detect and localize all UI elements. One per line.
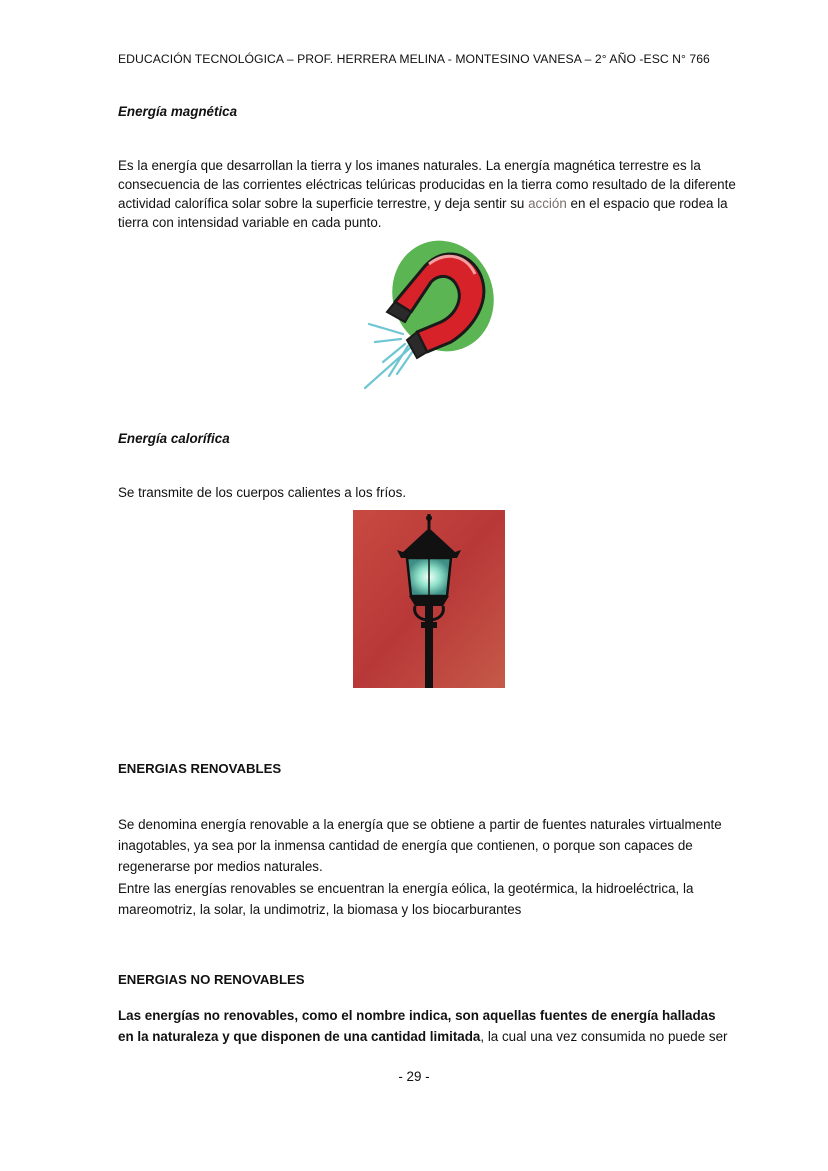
paragraph-magnetica-after: en el espacio que rodea la tierra con intensidad variable en cada punto. <box>118 196 728 230</box>
page-number: - 29 - <box>398 1069 430 1084</box>
paragraph-no-renovables-rest: , la cual una vez consumida no puede ser <box>480 1029 728 1044</box>
section-title-magnetica: Energía magnética <box>118 104 238 119</box>
street-lamp-icon <box>353 510 505 688</box>
section-title-calorifica: Energía calorífica <box>118 431 230 446</box>
page-header: EDUCACIÓN TECNOLÓGICA – PROF. HERRERA MELINA - MONTESINO VANESA – 2° AÑO -ESC N° 766 <box>118 52 710 66</box>
horseshoe-magnet-icon <box>355 236 505 396</box>
paragraph-magnetica <box>118 156 738 232</box>
section-title-no-renovables: ENERGIAS NO RENOVABLES <box>118 972 305 987</box>
paragraph-renovables-1: Se denomina energía renovable a la energía que se obtiene a partir de fuentes naturales virtualmente inagotables, ya sea por la inmensa cantidad de energía que contienen, o porque son capaces de regenerarse por medios naturales. <box>118 817 722 874</box>
section-title-renovables: ENERGIAS RENOVABLES <box>118 761 282 776</box>
paragraph-calorifica: Se transmite de los cuerpos calientes a los fríos. <box>118 485 407 500</box>
paragraph-renovables-2: Entre las energías renovables se encuentran la energía eólica, la geotérmica, la hidroeléctrica, la mareomotriz, la solar, la undimotriz, la biomasa y los biocarburantes <box>118 881 694 917</box>
paragraph-no-renovables-bold: Las energías no renovables, como el nombre indica, son aquellas fuentes de energía halladas en la naturaleza y que disponen de una cantidad limitada <box>118 1008 716 1044</box>
paragraph-magnetica-before: Es la energía que desarrollan la tierra y los imanes naturales. La energía magnética terrestre es la consecuencia de las corrientes eléctricas telúricas producidas en la tierra como resultado de la diferente actividad calorífica solar sobre la superficie terrestre, y deja sentir su <box>118 158 736 211</box>
accion-link[interactable]: acción <box>528 196 567 211</box>
paragraph-no-renovables <box>118 1005 733 1047</box>
